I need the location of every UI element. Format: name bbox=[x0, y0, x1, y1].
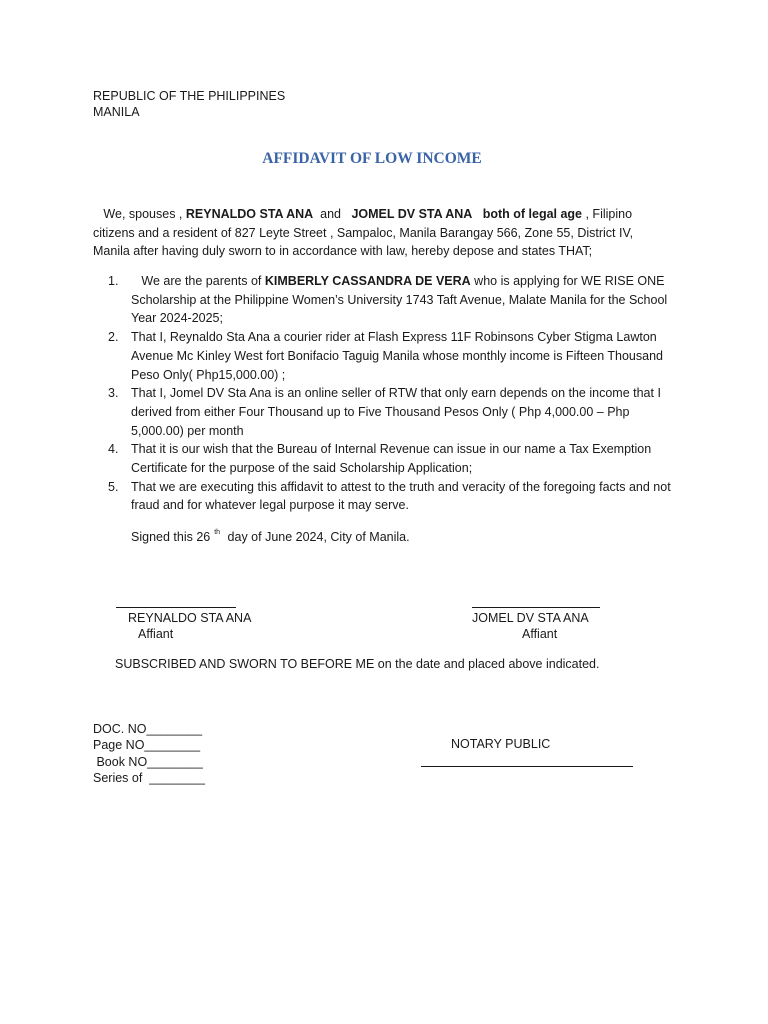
list-item-number: 4. bbox=[108, 442, 119, 457]
list-item-text: That I, Reynaldo Sta Ana a courier rider at Flash Express 11F Robinsons Cyber Stigma Lawton Avenue Mc Kinley West fort Bonifacio Taguig Manila whose monthly income is Fifteen Thousand Peso Only( Php15,000.00) ; bbox=[131, 330, 663, 382]
intro-part3 bbox=[472, 207, 482, 221]
book-no: Book NO________ bbox=[93, 754, 203, 769]
signed-line bbox=[131, 529, 410, 544]
list-item bbox=[93, 440, 673, 477]
document-title: AFFIDAVIT OF LOW INCOME bbox=[262, 150, 482, 167]
signed-sup: th bbox=[214, 529, 221, 536]
notary-signature-line bbox=[421, 766, 633, 767]
intro-name1: REYNALDO STA ANA bbox=[185, 207, 314, 221]
intro-legal-age: both of legal age bbox=[482, 207, 583, 221]
list-item bbox=[93, 384, 673, 440]
statement-list bbox=[93, 272, 673, 515]
signature-line-2 bbox=[472, 607, 600, 608]
subscribed-statement: SUBSCRIBED AND SWORN TO BEFORE ME on the date and placed above indicated. bbox=[115, 657, 600, 671]
list-item-number: 2. bbox=[108, 330, 119, 345]
list-item-text: That I, Jomel DV Sta Ana is an online seller of RTW that only earn depends on the income that I derived from either Four Thousand up to Five Thousand Pesos Only ( Php 4,000.00 – Php 5,000.00) per month bbox=[131, 386, 661, 438]
list-item-text: We are the parents of bbox=[131, 274, 265, 288]
list-item-text: That it is our wish that the Bureau of Internal Revenue can issue in our name a Tax Exemption Certificate for the purpose of the said Scholarship Application; bbox=[131, 442, 652, 476]
intro-part1: We, spouses , bbox=[103, 207, 186, 221]
list-item bbox=[93, 478, 673, 515]
signed-pre: Signed this 26 bbox=[131, 530, 211, 544]
list-item-number: 5. bbox=[108, 479, 119, 494]
signature-line-1 bbox=[116, 607, 236, 608]
signed-post: day of June 2024, City of Manila. bbox=[224, 530, 410, 544]
list-item bbox=[93, 272, 673, 328]
affiant-1-role: Affiant bbox=[138, 627, 174, 641]
header-republic: REPUBLIC OF THE PHILIPPINES bbox=[93, 89, 286, 103]
series-of: Series of ________ bbox=[93, 770, 205, 785]
list-item-text: That we are executing this affidavit to attest to the truth and veracity of the foregoing facts and not fraud and for whatever legal purpose it may serve. bbox=[131, 479, 671, 513]
affiant-1-name: REYNALDO STA ANA bbox=[128, 611, 252, 625]
intro-name2: JOMEL DV STA ANA bbox=[351, 207, 473, 221]
list-item-number: 3. bbox=[108, 386, 119, 401]
intro-part2: and bbox=[313, 207, 352, 221]
header-block bbox=[93, 88, 285, 120]
affiant-2-name: JOMEL DV STA ANA bbox=[472, 611, 589, 625]
child-name: KIMBERLY CASSANDRA DE VERA bbox=[264, 274, 471, 288]
affiant-2-role: Affiant bbox=[522, 627, 558, 641]
intro-indent bbox=[93, 207, 103, 221]
page-no: Page NO________ bbox=[93, 738, 201, 753]
notary-public-label: NOTARY PUBLIC bbox=[451, 737, 551, 751]
header-city: MANILA bbox=[93, 105, 140, 119]
list-item-number: 1. bbox=[108, 274, 119, 288]
list-item bbox=[93, 328, 673, 384]
doc-number-block bbox=[93, 721, 205, 786]
intro-paragraph bbox=[93, 205, 673, 261]
doc-no: DOC. NO________ bbox=[93, 722, 203, 736]
list-item-text: who is applying for WE RISE ONE Scholarship at the Philippine Women’s University 1743 Taft Avenue, Malate Manila for the School Year 2024-2025; bbox=[131, 274, 668, 326]
intro-part4: , Filipino citizens and a resident of 827 Leyte Street , Sampaloc, Manila Barangay 566, Zone 55, District IV, Manila after having duly sworn to in accordance with law, hereby depose and states THAT; bbox=[93, 207, 634, 258]
